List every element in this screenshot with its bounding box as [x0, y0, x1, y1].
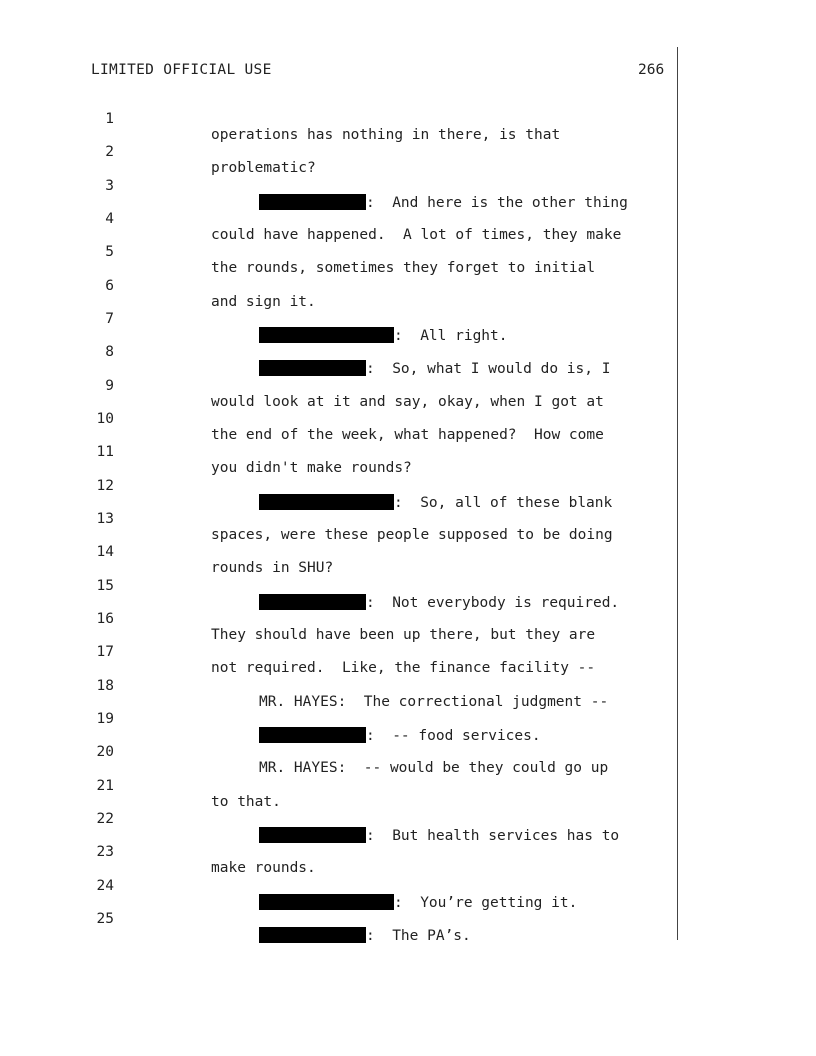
line-number: 11	[96, 444, 114, 460]
line-text: the end of the week, what happened? How come	[211, 427, 604, 443]
classification-header: LIMITED OFFICIAL USE	[91, 62, 272, 78]
line-number: 5	[105, 244, 114, 260]
line-number: 7	[105, 311, 114, 327]
line-text: would look at it and say, okay, when I got at	[211, 394, 604, 410]
line-number: 23	[96, 844, 114, 860]
redaction-bar	[259, 360, 366, 376]
line-text: : And here is the other thing	[366, 195, 628, 211]
line-text: : The PA’s.	[366, 928, 471, 944]
line-text: make rounds.	[211, 860, 316, 876]
line-number: 10	[96, 411, 114, 427]
speaker-turn	[259, 927, 471, 944]
line-number: 16	[96, 611, 114, 627]
line-text: MR. HAYES: The correctional judgment --	[259, 694, 609, 710]
line-text: MR. HAYES: -- would be they could go up	[259, 760, 609, 776]
line-number: 1	[105, 111, 114, 127]
line-text: to that.	[211, 794, 281, 810]
line-number: 19	[96, 711, 114, 727]
redaction-bar	[259, 327, 394, 343]
redaction-bar	[259, 494, 394, 510]
speaker-turn	[259, 827, 619, 844]
transcript-line	[0, 95, 561, 143]
line-number: 4	[105, 211, 114, 227]
line-text: : So, all of these blank	[394, 495, 613, 511]
transcript-line	[0, 895, 471, 944]
line-text: not required. Like, the finance facility --	[211, 660, 596, 676]
transcript-line	[0, 762, 281, 810]
line-number: 24	[96, 878, 114, 894]
line-text: could have happened. A lot of times, they make	[211, 227, 622, 243]
transcript-line	[0, 528, 334, 576]
redaction-bar	[259, 927, 366, 943]
transcript-line	[0, 262, 316, 310]
speaker-turn	[259, 327, 508, 344]
speaker-turn	[259, 494, 612, 511]
line-text: : -- food services.	[366, 728, 541, 744]
redaction-bar	[259, 594, 366, 610]
line-text: problematic?	[211, 160, 316, 176]
line-number: 15	[96, 578, 114, 594]
line-number: 21	[96, 778, 114, 794]
line-number: 12	[96, 478, 114, 494]
speaker-turn	[259, 594, 619, 611]
redaction-bar	[259, 727, 366, 743]
speaker-turn	[259, 727, 541, 744]
line-text: : Not everybody is required.	[366, 595, 620, 611]
line-text: They should have been up there, but they are	[211, 627, 596, 643]
transcript-line	[0, 128, 316, 176]
line-text: : All right.	[394, 328, 508, 344]
redaction-bar	[259, 827, 366, 843]
line-number: 14	[96, 544, 114, 560]
line-text: : You’re getting it.	[394, 895, 578, 911]
line-text: : But health services has to	[366, 828, 620, 844]
transcript-line	[0, 828, 316, 876]
line-text: spaces, were these people supposed to be doing	[211, 527, 613, 543]
line-number: 18	[96, 678, 114, 694]
line-text: and sign it.	[211, 294, 316, 310]
line-text: the rounds, sometimes they forget to initial	[211, 260, 596, 276]
line-number: 22	[96, 811, 114, 827]
right-margin-rule	[677, 47, 678, 940]
line-text: : So, what I would do is, I	[366, 361, 611, 377]
line-text: operations has nothing in there, is that	[211, 127, 561, 143]
line-number: 13	[96, 511, 114, 527]
speaker-turn	[259, 194, 628, 211]
line-text: rounds in SHU?	[211, 560, 334, 576]
line-number: 6	[105, 278, 114, 294]
redaction-bar	[259, 894, 394, 910]
line-number: 9	[105, 378, 114, 394]
line-number: 2	[105, 144, 114, 160]
line-text: you didn't make rounds?	[211, 460, 412, 476]
transcript-line	[0, 428, 412, 476]
line-number: 25	[96, 911, 114, 927]
page-number: 266	[638, 62, 665, 78]
speaker-turn	[259, 894, 577, 911]
line-number: 17	[96, 644, 114, 660]
speaker-turn	[259, 360, 610, 377]
redaction-bar	[259, 194, 366, 210]
line-number: 20	[96, 744, 114, 760]
line-number: 8	[105, 344, 114, 360]
line-number: 3	[105, 178, 114, 194]
